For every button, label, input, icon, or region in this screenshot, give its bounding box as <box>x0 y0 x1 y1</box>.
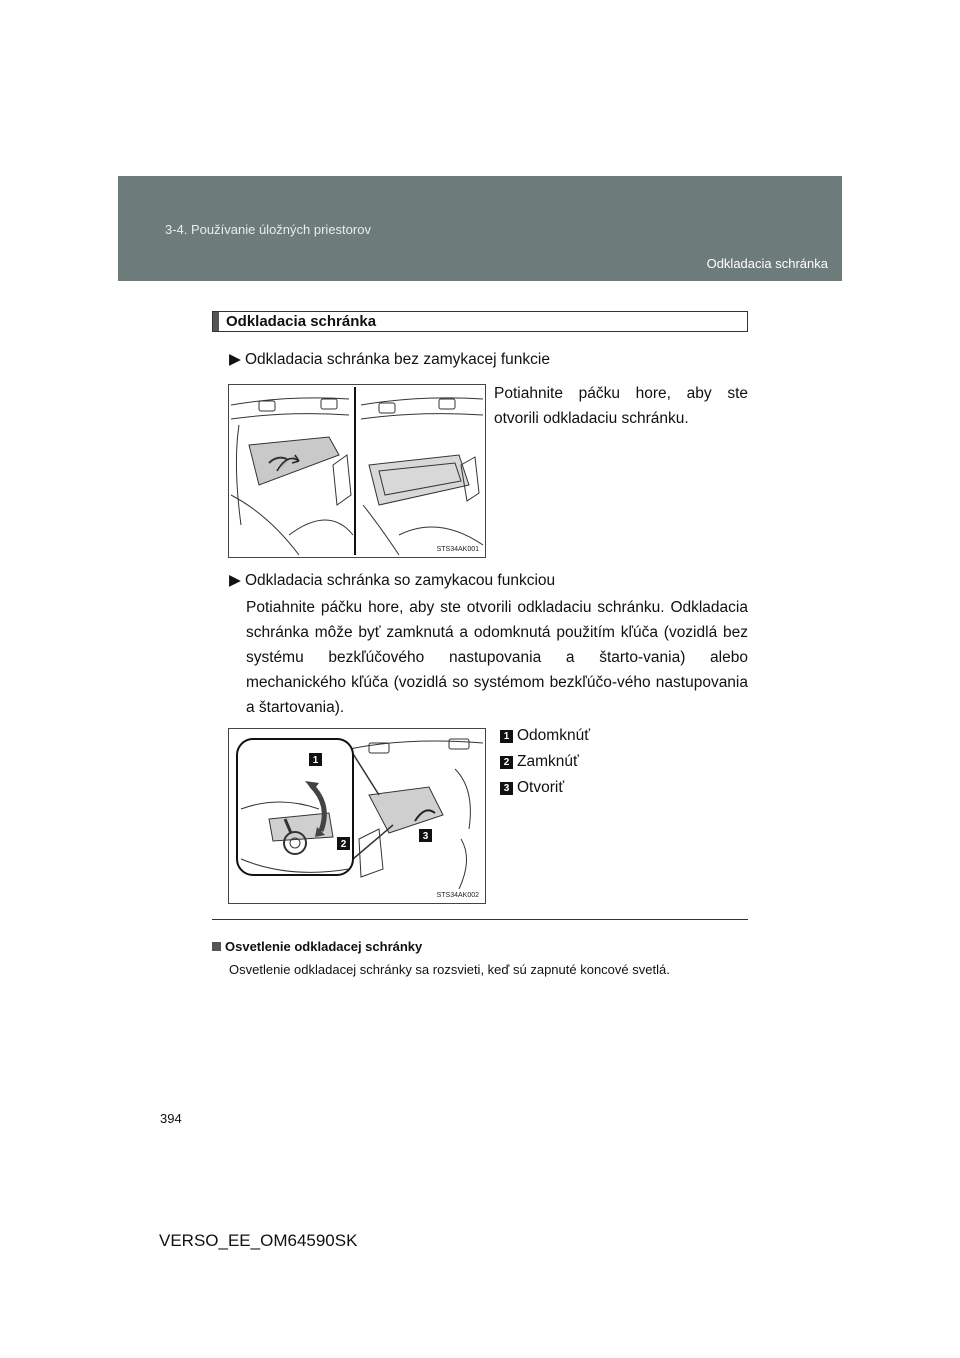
item2-title: Odkladacia schránka so zamykacou funkciou <box>245 572 556 589</box>
legend-item-lock <box>500 753 579 771</box>
page-topic: Odkladacia schránka <box>706 256 828 271</box>
triangle-bullet-icon: ▶ <box>229 572 241 589</box>
legend-item-open <box>500 779 564 797</box>
heading-text: Odkladacia schránka <box>226 313 377 330</box>
svg-text:1: 1 <box>312 755 319 766</box>
glovebox-lock-illustration <box>229 729 485 903</box>
heading-bar <box>213 312 219 331</box>
number-badge: 2 <box>500 756 513 769</box>
note-title: Osvetlenie odkladacej schránky <box>225 939 423 954</box>
legend-label: Otvoriť <box>517 779 565 796</box>
document-code: VERSO_EE_OM64590SK <box>159 1231 358 1250</box>
page-number: 394 <box>160 1111 182 1126</box>
item1-title: Odkladacia schránka bez zamykacej funkcie <box>245 351 550 368</box>
note-title-row <box>212 939 422 954</box>
figure-glovebox-open <box>228 384 486 558</box>
figure-code: STS34AK001 <box>436 546 479 553</box>
glovebox-illustration <box>229 385 485 557</box>
number-badge: 1 <box>500 730 513 743</box>
svg-text:3: 3 <box>422 831 429 842</box>
item1-text: Potiahnite páčku hore, aby ste otvorili odkladaciu schránku. <box>494 385 748 427</box>
square-bullet-icon <box>212 942 221 951</box>
item2-title-row <box>229 571 555 590</box>
item1-title-row <box>229 350 550 369</box>
legend-label: Zamknúť <box>517 753 579 770</box>
svg-text:2: 2 <box>340 839 347 850</box>
section-label: 3-4. Používanie úložných priestorov <box>165 222 371 237</box>
divider <box>212 919 748 920</box>
section-heading <box>212 311 748 332</box>
figure-glovebox-lock <box>228 728 486 904</box>
triangle-bullet-icon: ▶ <box>229 351 241 368</box>
note-text: Osvetlenie odkladacej schránky sa rozsvieti, keď sú zapnuté koncové svetlá. <box>229 962 670 977</box>
number-badge: 3 <box>500 782 513 795</box>
item2-text: Potiahnite páčku hore, aby ste otvorili odkladaciu schránku. Odkladacia schránka môže byť zamknutá a odomknutá použitím kľúča (vozidlá bez systému bezkľúčového nastupovania a štarto-vania) alebo mechanického kľúča (vozidlá so systémom bezkľúčo-vého nastupovania a štartovania). <box>246 599 748 716</box>
legend-label: Odomknúť <box>517 727 591 744</box>
legend-item-unlock <box>500 727 590 745</box>
figure-code: STS34AK002 <box>436 892 479 899</box>
